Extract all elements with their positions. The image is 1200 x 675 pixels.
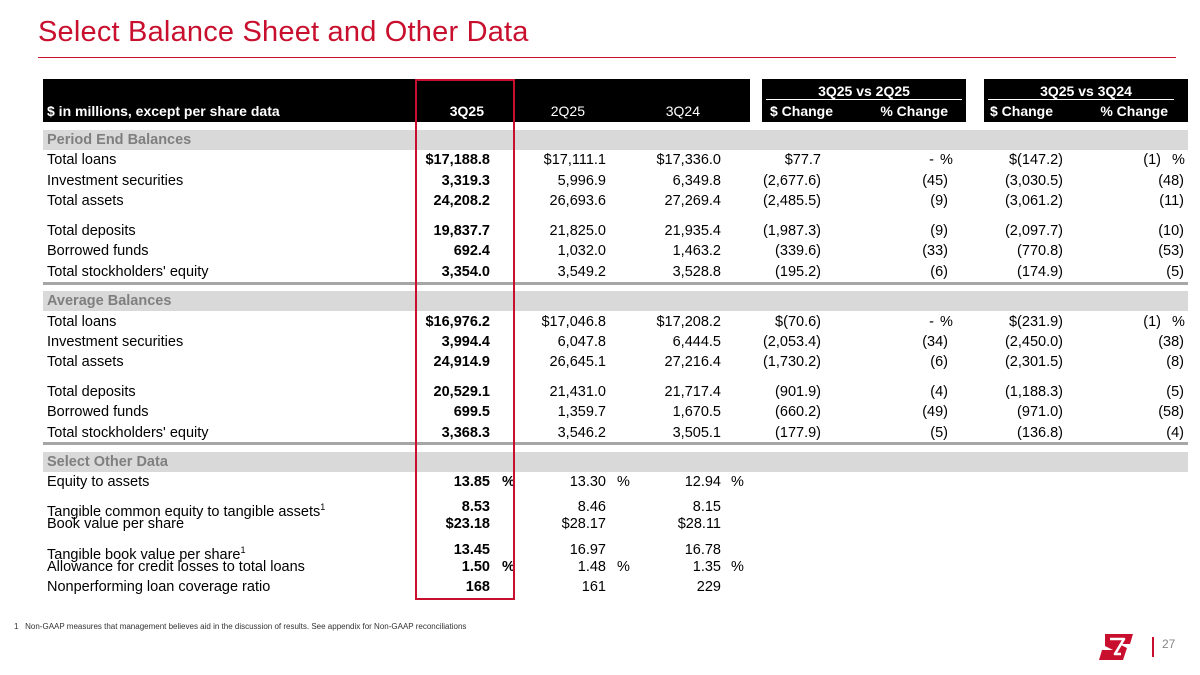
value-3q25: $17,188.8 <box>425 152 490 168</box>
row-label <box>47 382 136 402</box>
row-label-text: Borrowed funds <box>47 243 149 259</box>
value-3q24: 16.78 <box>684 542 721 558</box>
change-pct-q3: (8) <box>1166 354 1184 370</box>
change-pct-q3: (1) <box>1143 152 1161 168</box>
row-label-text: Total assets <box>47 354 124 370</box>
row-label <box>47 472 149 492</box>
value-2q25: 26,645.1 <box>549 354 606 370</box>
section-band-other-data <box>43 452 1188 472</box>
value-3q24: 27,216.4 <box>664 354 721 370</box>
value-3q25: 8.53 <box>461 499 490 515</box>
value-2q25: 21,431.0 <box>549 384 606 400</box>
group-2-pct-change-header: % Change <box>1100 103 1168 119</box>
change-pct-q3: (58) <box>1158 404 1184 420</box>
value-3q25: 699.5 <box>453 404 490 420</box>
row-label <box>47 352 124 372</box>
value-2q25: 6,047.8 <box>557 334 606 350</box>
row-label <box>47 191 124 211</box>
row-label-text: Total loans <box>47 314 117 330</box>
change-dollar-q3: (3,030.5) <box>1004 173 1063 189</box>
row-label-text: Nonperforming loan coverage ratio <box>47 579 271 595</box>
change-pct-q2: (6) <box>930 354 948 370</box>
row-label <box>47 241 149 261</box>
value-2q25: 21,825.0 <box>549 223 606 239</box>
section-title: Average Balances <box>47 293 172 309</box>
group-1-title: 3Q25 vs 2Q25 <box>818 83 910 99</box>
pct-unit: % <box>940 314 953 330</box>
change-dollar-q2: $77.7 <box>784 152 821 168</box>
period-header-3q24: 3Q24 <box>665 103 700 119</box>
row-label <box>47 423 209 443</box>
change-pct-q3: (11) <box>1159 193 1184 209</box>
value-3q24: $17,208.2 <box>656 314 721 330</box>
value-3q25: 168 <box>465 579 490 595</box>
change-dollar-q3: (3,061.2) <box>1004 193 1063 209</box>
change-pct-q2: (6) <box>930 264 948 280</box>
footnote-ref: 1 <box>320 502 326 512</box>
pct-unit: % <box>731 559 744 575</box>
change-pct-q3: (5) <box>1166 384 1184 400</box>
value-3q24: 8.15 <box>692 499 721 515</box>
value-3q25: 20,529.1 <box>433 384 490 400</box>
change-dollar-q2: (1,987.3) <box>762 223 821 239</box>
row-label-text: Tangible book value per share <box>47 547 241 563</box>
value-2q25: 13.30 <box>569 474 606 490</box>
pct-unit: % <box>940 152 953 168</box>
change-dollar-q3: (2,450.0) <box>1004 334 1063 350</box>
change-dollar-q3: (136.8) <box>1017 425 1063 441</box>
value-2q25: 1.48 <box>577 559 606 575</box>
change-pct-q2: (49) <box>922 404 948 420</box>
change-pct-q2: (9) <box>930 223 948 239</box>
change-dollar-q3: $(147.2) <box>1008 152 1063 168</box>
page-number: 27 <box>1162 637 1176 651</box>
change-dollar-q2: (2,053.4) <box>762 334 821 350</box>
value-2q25: $17,046.8 <box>541 314 606 330</box>
change-pct-q2: (4) <box>930 384 948 400</box>
change-dollar-q2: (1,730.2) <box>762 354 821 370</box>
pct-unit: % <box>617 474 630 490</box>
change-pct-q2: (33) <box>922 243 948 259</box>
section-title: Select Other Data <box>47 454 168 470</box>
row-label <box>47 171 183 191</box>
value-3q25: 3,354.0 <box>441 264 490 280</box>
value-3q25: 1.50 <box>461 559 490 575</box>
value-3q24: 3,528.8 <box>672 264 721 280</box>
group-2-rule <box>988 99 1174 100</box>
value-3q25: 13.45 <box>453 542 490 558</box>
change-pct-q3: (38) <box>1158 334 1184 350</box>
change-dollar-q3: (174.9) <box>1017 264 1063 280</box>
row-label-text: Borrowed funds <box>47 404 149 420</box>
period-header-2q25: 2Q25 <box>550 103 585 119</box>
value-3q25: 24,914.9 <box>433 354 490 370</box>
value-2q25: 8.46 <box>577 499 606 515</box>
title-divider <box>38 57 1176 58</box>
group-2-dollar-change-header: $ Change <box>990 103 1054 119</box>
value-2q25: $17,111.1 <box>543 152 606 168</box>
change-dollar-q2: (339.6) <box>775 243 821 259</box>
footnote-marker: 1 <box>14 622 19 631</box>
value-3q25: 3,994.4 <box>441 334 490 350</box>
value-3q25: 24,208.2 <box>433 193 490 209</box>
value-3q24: $28.11 <box>677 516 721 532</box>
change-dollar-q3: (2,097.7) <box>1004 223 1063 239</box>
change-pct-q2: (5) <box>930 425 948 441</box>
footnote-text: Non-GAAP measures that management believes aid in the discussion of results. See appendix for Non-GAAP reconciliations <box>25 622 467 631</box>
row-label-text: Book value per share <box>47 516 185 532</box>
row-label-header: $ in millions, except per share data <box>47 103 280 119</box>
value-3q24: $17,336.0 <box>656 152 721 168</box>
group-1-rule <box>766 99 962 100</box>
row-label <box>47 557 305 577</box>
value-2q25: 161 <box>581 579 606 595</box>
row-label <box>47 312 116 332</box>
value-3q24: 21,935.4 <box>664 223 721 239</box>
value-2q25: 16.97 <box>569 542 606 558</box>
change-pct-q2: - <box>929 152 934 168</box>
change-dollar-q2: (660.2) <box>775 404 821 420</box>
row-label-text: Equity to assets <box>47 474 150 490</box>
section-separator <box>43 282 1188 285</box>
value-3q24: 1,670.5 <box>672 404 721 420</box>
value-3q24: 27,269.4 <box>664 193 721 209</box>
row-label-text: Tangible common equity to tangible assets <box>47 504 321 520</box>
change-pct-q3: (5) <box>1166 264 1184 280</box>
change-pct-q3: (53) <box>1158 243 1184 259</box>
change-pct-q3: (10) <box>1158 223 1184 239</box>
change-dollar-q2: $(70.6) <box>775 314 821 330</box>
value-2q25: 1,032.0 <box>557 243 606 259</box>
section-band-period-end <box>43 130 1188 150</box>
value-3q24: 21,717.4 <box>664 384 721 400</box>
value-3q24: 6,349.8 <box>672 173 721 189</box>
logo-divider <box>1152 637 1154 657</box>
value-3q25: 13.85 <box>453 474 490 490</box>
row-label-text: Total stockholders' equity <box>47 425 209 441</box>
value-2q25: $28.17 <box>561 516 606 532</box>
change-dollar-q2: (901.9) <box>775 384 821 400</box>
pct-unit: % <box>502 559 515 575</box>
change-dollar-q3: (2,301.5) <box>1004 354 1063 370</box>
row-label-text: Total assets <box>47 193 124 209</box>
value-3q25: 3,368.3 <box>441 425 490 441</box>
footnote-ref: 1 <box>240 545 246 555</box>
value-3q25: $23.18 <box>445 516 490 532</box>
row-label-text: Total stockholders' equity <box>47 264 209 280</box>
change-pct-q2: (34) <box>922 334 948 350</box>
change-dollar-q2: (2,485.5) <box>762 193 821 209</box>
change-dollar-q3: (1,188.3) <box>1004 384 1063 400</box>
value-3q24: 12.94 <box>684 474 721 490</box>
pct-unit: % <box>617 559 630 575</box>
value-3q25: 19,837.7 <box>433 223 490 239</box>
change-pct-q2: (45) <box>922 173 948 189</box>
pct-unit: % <box>1172 314 1185 330</box>
change-pct-q3: (1) <box>1143 314 1161 330</box>
group-1-pct-change-header: % Change <box>880 103 948 119</box>
value-3q24: 3,505.1 <box>672 425 721 441</box>
group-2-title: 3Q25 vs 3Q24 <box>1040 83 1132 99</box>
row-label <box>47 262 209 282</box>
row-label-text: Investment securities <box>47 173 184 189</box>
change-pct-q3: (4) <box>1166 425 1184 441</box>
footnote <box>14 622 466 631</box>
row-label-text: Total loans <box>47 152 117 168</box>
value-3q25: 692.4 <box>453 243 490 259</box>
row-label-text: Investment securities <box>47 334 184 350</box>
value-3q24: 1,463.2 <box>672 243 721 259</box>
row-label <box>47 577 270 597</box>
change-pct-q3: (48) <box>1158 173 1184 189</box>
value-3q24: 229 <box>696 579 721 595</box>
value-3q24: 1.35 <box>692 559 721 575</box>
change-dollar-q3: (971.0) <box>1017 404 1063 420</box>
row-label <box>47 402 149 422</box>
row-label <box>47 221 136 241</box>
row-label <box>47 150 116 170</box>
change-dollar-q2: (177.9) <box>775 425 821 441</box>
pct-unit: % <box>1172 152 1185 168</box>
value-2q25: 5,996.9 <box>557 173 606 189</box>
row-label <box>47 514 184 534</box>
pct-unit: % <box>731 474 744 490</box>
group-1-dollar-change-header: $ Change <box>770 103 834 119</box>
value-2q25: 3,546.2 <box>557 425 606 441</box>
value-2q25: 26,693.6 <box>549 193 606 209</box>
section-band-average <box>43 291 1188 311</box>
row-label-text: Allowance for credit losses to total loans <box>47 559 305 575</box>
change-pct-q2: (9) <box>930 193 948 209</box>
value-3q25: 3,319.3 <box>441 173 490 189</box>
row-label-text: Total deposits <box>47 223 136 239</box>
change-dollar-q2: (195.2) <box>775 264 821 280</box>
change-pct-q2: - <box>929 314 934 330</box>
period-header-3q25: 3Q25 <box>449 103 484 119</box>
change-dollar-q3: $(231.9) <box>1008 314 1063 330</box>
value-3q24: 6,444.5 <box>672 334 721 350</box>
value-2q25: 3,549.2 <box>557 264 606 280</box>
change-dollar-q2: (2,677.6) <box>762 173 821 189</box>
section-title: Period End Balances <box>47 132 192 148</box>
value-2q25: 1,359.7 <box>557 404 606 420</box>
value-3q25: $16,976.2 <box>425 314 490 330</box>
row-label-text: Total deposits <box>47 384 136 400</box>
row-label <box>47 332 183 352</box>
company-logo-icon <box>1097 632 1137 662</box>
pct-unit: % <box>502 474 515 490</box>
change-dollar-q3: (770.8) <box>1017 243 1063 259</box>
page-title: Select Balance Sheet and Other Data <box>38 16 529 48</box>
